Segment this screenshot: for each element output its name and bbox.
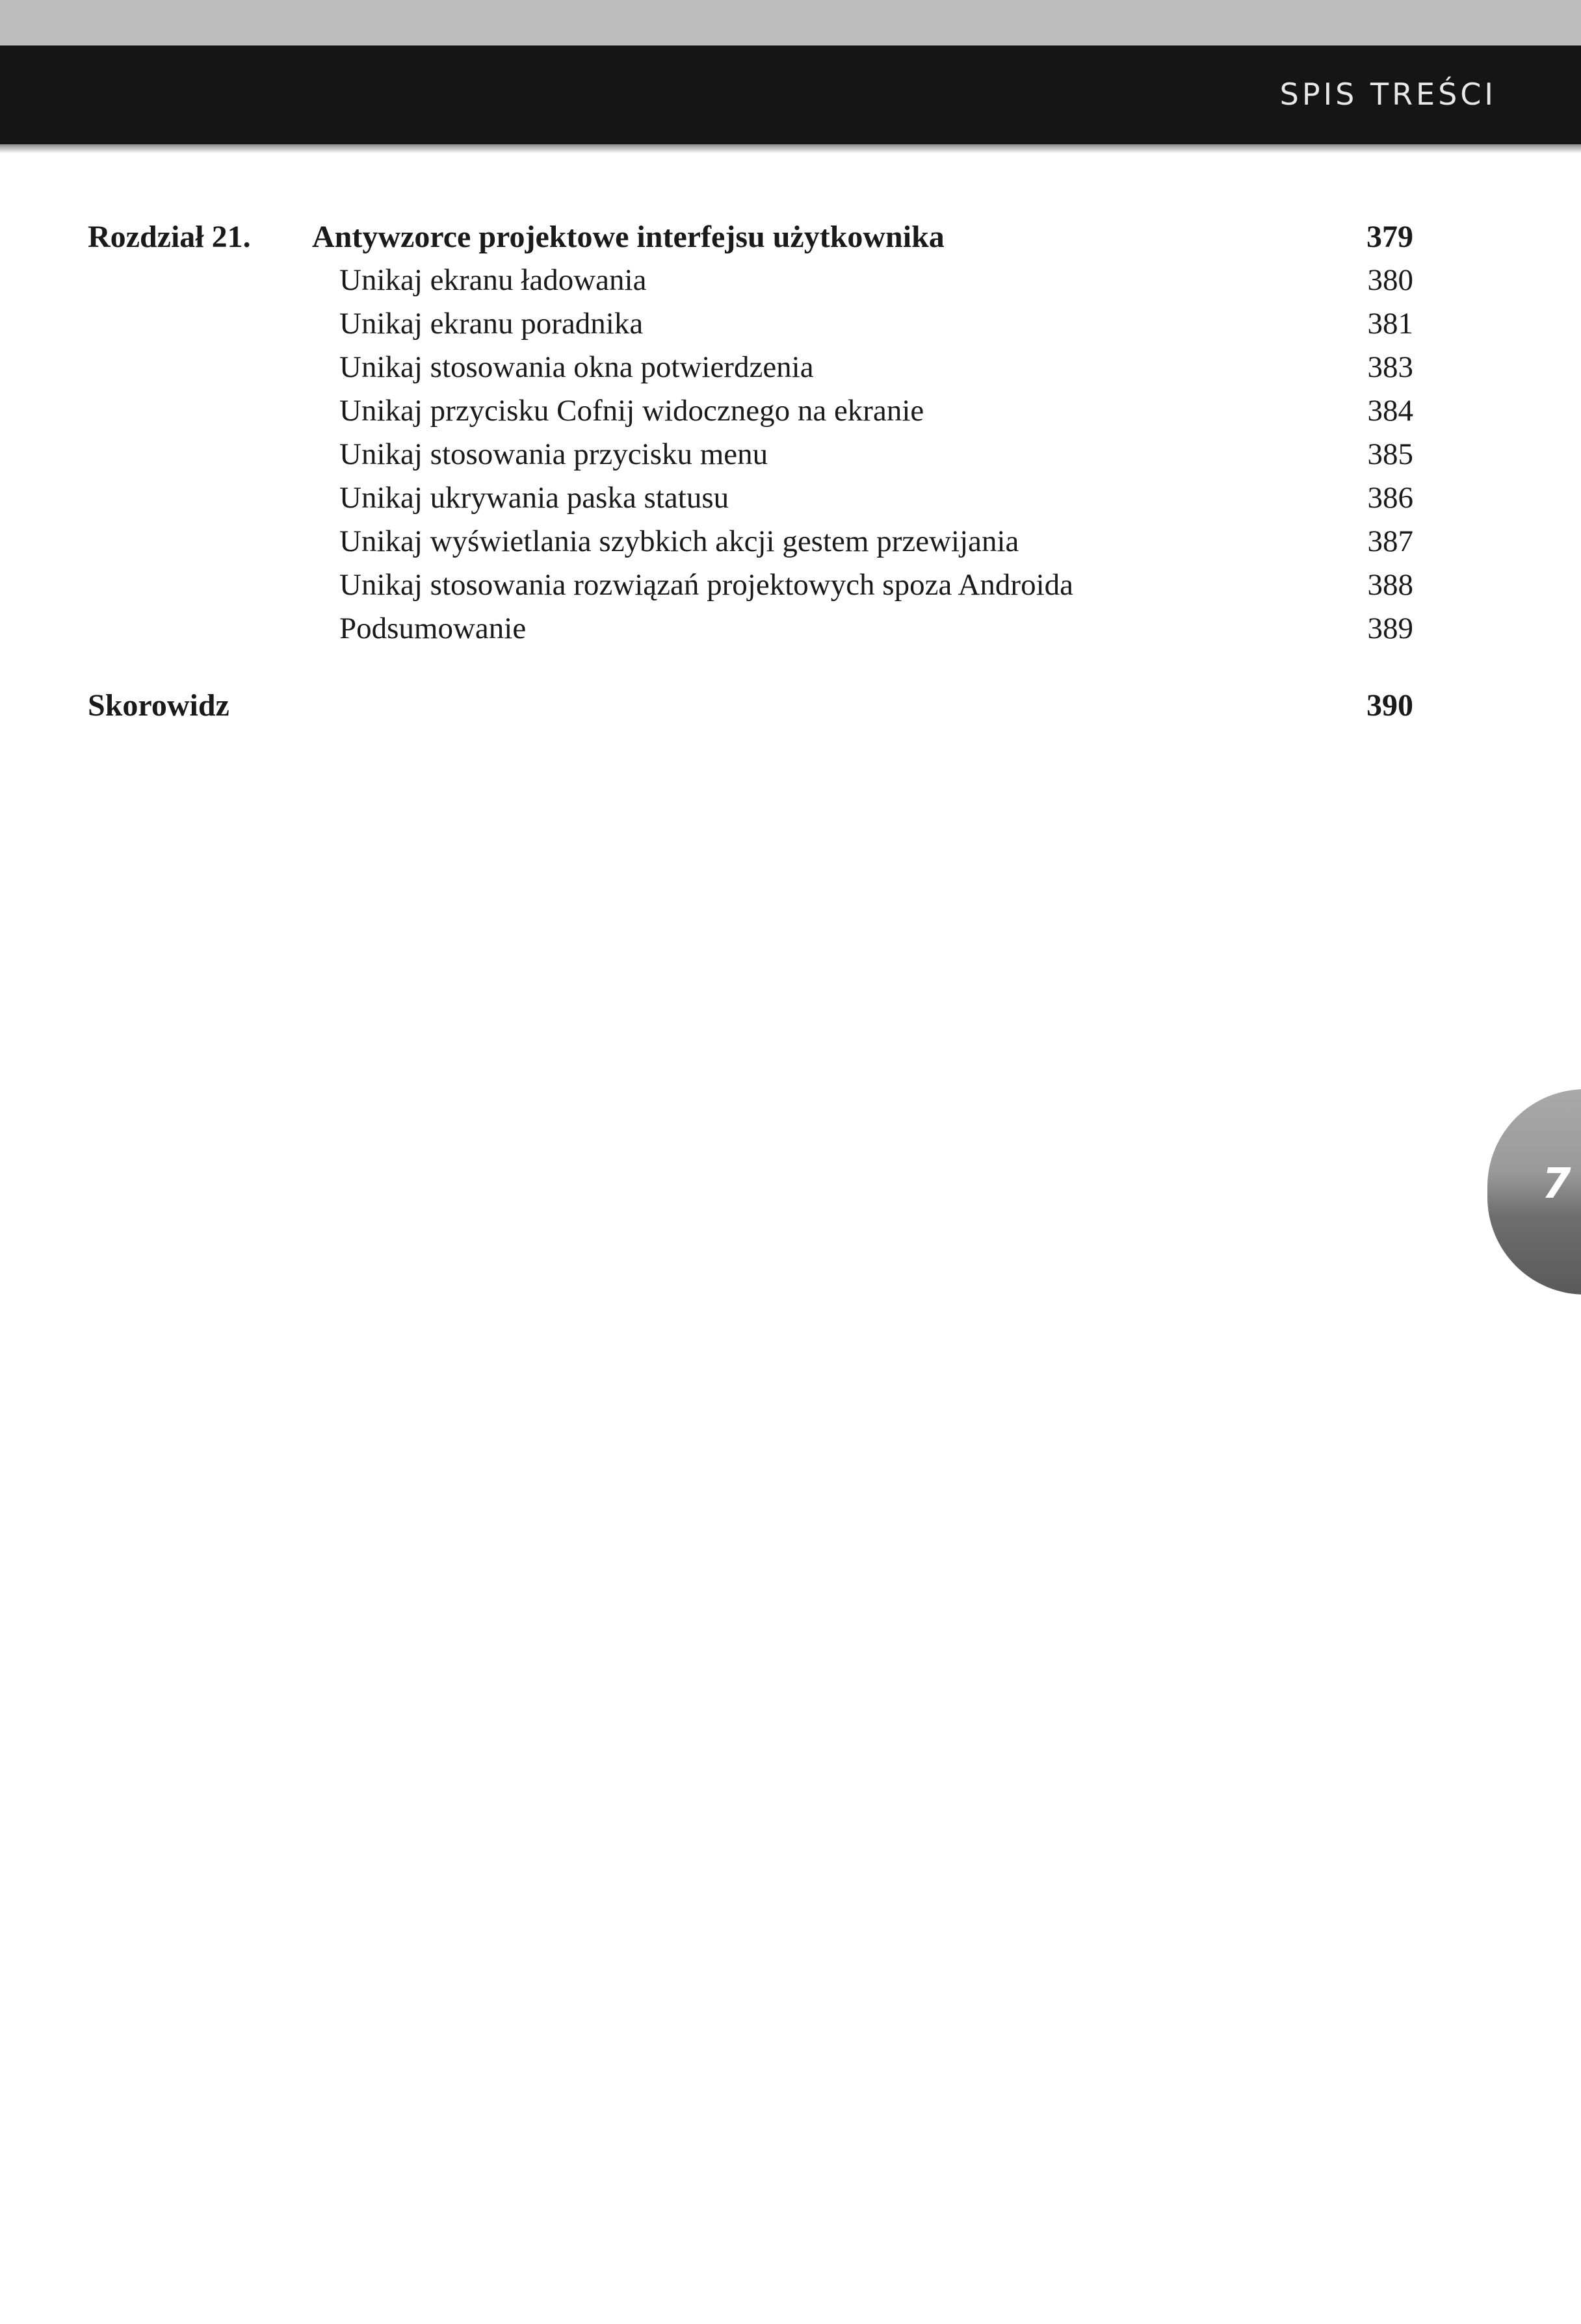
- toc-entry-page: 380: [1367, 263, 1413, 297]
- toc-entry-list: [0, 259, 1581, 651]
- toc-entry-page: 385: [1367, 437, 1413, 471]
- toc-entry-page: 386: [1367, 481, 1413, 515]
- toc-entry-page: 383: [1367, 350, 1413, 384]
- toc-entry: [0, 389, 1581, 433]
- toc-entry-page: 388: [1367, 568, 1413, 602]
- toc-entry-title: Unikaj ekranu poradnika: [339, 307, 644, 341]
- toc-entry-title: Unikaj stosowania przycisku menu: [339, 437, 768, 471]
- toc-entry-title: Unikaj wyświetlania szybkich akcji gestem przewijania: [339, 524, 1019, 558]
- toc-entry: [0, 476, 1581, 520]
- toc-entry: [0, 520, 1581, 563]
- toc-entry-title: Podsumowanie: [339, 612, 527, 645]
- toc-entry-page: 384: [1367, 394, 1413, 428]
- toc-entry: [0, 563, 1581, 607]
- toc-entry-title: Unikaj stosowania okna potwierdzenia: [339, 350, 814, 384]
- toc-entry-page: 387: [1367, 524, 1413, 558]
- toc-entry: [0, 607, 1581, 651]
- toc-entry-page: 389: [1367, 612, 1413, 645]
- chapter-page-number: 379: [1366, 220, 1413, 254]
- toc-entry-title: Unikaj ukrywania paska statusu: [339, 481, 729, 515]
- chapter-label: Rozdział 21.: [88, 220, 251, 254]
- toc-entry: [0, 433, 1581, 476]
- index-label: Skorowidz: [88, 688, 229, 723]
- chapter-title: Antywzorce projektowe interfejsu użytkownika: [312, 220, 945, 254]
- running-header-title: SPIS TREŚCI: [1279, 77, 1496, 112]
- toc-entry-title: Unikaj przycisku Cofnij widocznego na ekranie: [339, 394, 924, 428]
- index-page-number: 390: [1366, 688, 1413, 723]
- header-shadow: [0, 144, 1581, 153]
- toc-entry: [0, 302, 1581, 346]
- toc-entry: [0, 346, 1581, 389]
- page-number: 7: [1542, 1160, 1571, 1208]
- toc-entry-title: Unikaj stosowania rozwiązań projektowych spoza Androida: [339, 568, 1073, 602]
- scan-border: [0, 0, 1581, 45]
- toc-entry-title: Unikaj ekranu ładowania: [339, 263, 647, 297]
- toc-entry: [0, 259, 1581, 302]
- toc-entry-page: 381: [1367, 307, 1413, 341]
